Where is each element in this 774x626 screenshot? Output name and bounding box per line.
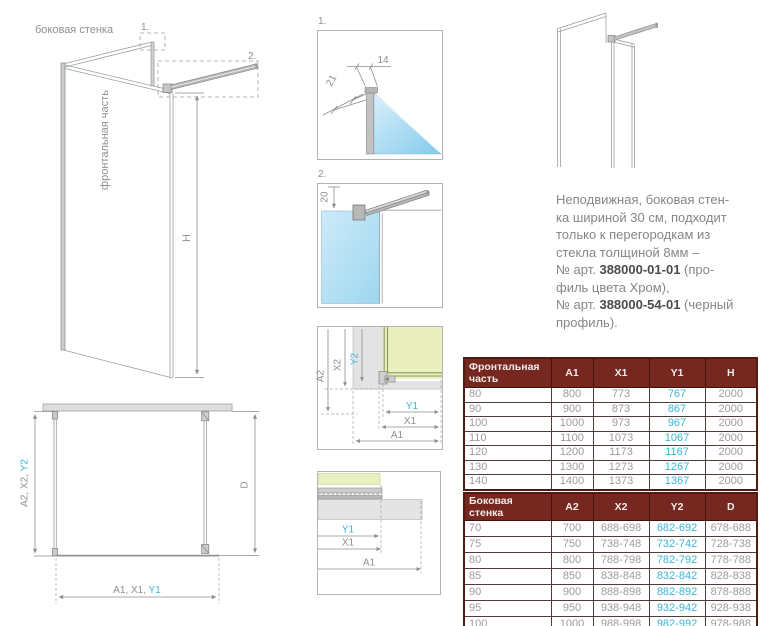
table-cell: 90	[464, 402, 551, 417]
table-cell: 873	[593, 402, 649, 417]
table-header-cell: Боковая стенка	[464, 493, 551, 521]
table-cell: 1067	[649, 431, 705, 446]
table-header-cell: H	[705, 358, 757, 388]
walkin-plan-view	[20, 404, 260, 604]
table-cell: 1100	[551, 431, 593, 446]
detail1-dim-14: 14	[377, 55, 389, 66]
side-wall-3d-drawing	[548, 10, 660, 170]
detail3-dim-a2: A2	[315, 369, 327, 383]
side-wall-3d	[558, 13, 659, 168]
table-row	[464, 431, 757, 446]
table-cell: 110	[464, 431, 551, 446]
table-cell: 1073	[593, 431, 649, 446]
glass-strip	[318, 474, 380, 485]
table-cell: 773	[593, 388, 649, 403]
table-cell: 867	[649, 402, 705, 417]
detail-3-drawing	[317, 326, 443, 450]
table-cell: 832-842	[649, 569, 705, 585]
article-number-chrome: 388000-01-01	[599, 262, 681, 277]
detail4-dim-x1: X1	[341, 537, 355, 549]
wall-block	[318, 500, 422, 520]
table-cell: 1000	[551, 617, 593, 626]
table-cell: 2000	[705, 446, 757, 461]
table-row	[464, 402, 757, 417]
article-number-black: 388000-54-01	[599, 297, 681, 312]
table-cell: 1167	[649, 446, 705, 461]
table-cell: 1200	[551, 446, 593, 461]
table-cell: 2000	[705, 460, 757, 475]
detail1-dim-21: 21	[324, 73, 340, 89]
table-row	[464, 417, 757, 432]
detail3-dim-a1: A1	[390, 430, 404, 441]
table-cell: 1373	[593, 475, 649, 490]
table-row	[464, 537, 757, 553]
description-line: профиль).	[556, 314, 618, 330]
detail-2-label: 2.	[318, 169, 327, 180]
table-row	[464, 601, 757, 617]
table-cell: 2000	[705, 402, 757, 417]
detail3-dim-y2: Y2	[349, 352, 361, 366]
table-row	[464, 521, 757, 537]
table-cell: 1000	[551, 417, 593, 432]
table-header-cell: Y2	[649, 493, 705, 521]
table-cell: 1367	[649, 475, 705, 490]
description-line: филь цвета Хром),	[556, 279, 670, 295]
table-cell: 800	[551, 553, 593, 569]
table-cell: 75	[464, 537, 551, 553]
table-cell: 682-692	[649, 521, 705, 537]
table-cell: 2000	[705, 475, 757, 490]
table-cell: 100	[464, 417, 551, 432]
back-wall-plan	[43, 404, 232, 411]
table-cell: 70	[464, 521, 551, 537]
detail4-dim-y1: Y1	[341, 524, 355, 536]
plan-dim-bottom: A1, X1, Y1	[113, 585, 161, 596]
table-cell: 85	[464, 569, 551, 585]
table-cell: 978-988	[705, 617, 757, 626]
table-cell: 828-838	[705, 569, 757, 585]
table-cell: 950	[551, 601, 593, 617]
table-cell: 900	[551, 585, 593, 601]
table-cell: 688-698	[593, 521, 649, 537]
table-cell: 973	[593, 417, 649, 432]
table-header-cell: X1	[593, 358, 649, 388]
table-cell: 1173	[593, 446, 649, 461]
table-cell: 728-738	[705, 537, 757, 553]
table-row	[464, 446, 757, 461]
table-header-cell: D	[705, 493, 757, 521]
table-cell: 767	[649, 388, 705, 403]
support-bar-small	[614, 24, 656, 41]
glass-panel-section	[322, 211, 380, 304]
frontal-part-table	[463, 357, 758, 491]
detail3-dim-x1: X1	[403, 416, 417, 427]
table-row	[464, 617, 757, 626]
table-cell: 882-892	[649, 585, 705, 601]
table-cell: 800	[551, 388, 593, 403]
table-cell: 967	[649, 417, 705, 432]
front-part-caption: фронтальная часть	[99, 90, 111, 190]
table-cell: 678-688	[705, 521, 757, 537]
description-line: № арт. 388000-01-01 (про-	[556, 262, 715, 277]
description-line: ка шириной 30 см, подходит	[556, 209, 727, 225]
table-cell: 750	[551, 537, 593, 553]
table-cell: 888-898	[593, 585, 649, 601]
table-header-row	[464, 358, 757, 388]
table-cell: 838-848	[593, 569, 649, 585]
table-header-cell: A2	[551, 493, 593, 521]
detail3-dim-y1: Y1	[405, 401, 419, 412]
side-wall-caption: боковая стенка	[35, 24, 114, 36]
table-cell: 1300	[551, 460, 593, 475]
side-wall-table	[463, 492, 758, 626]
table-cell: 1267	[649, 460, 705, 475]
table-cell: 80	[464, 553, 551, 569]
main-diagram	[18, 12, 268, 622]
detail3-dim-x2: X2	[332, 358, 344, 372]
description-line: № арт. 388000-54-01 (черный	[556, 297, 734, 312]
table-cell: 988-998	[593, 617, 649, 626]
table-cell: 120	[464, 446, 551, 461]
detail-1-label: 1.	[318, 16, 327, 27]
table-cell: 732-742	[649, 537, 705, 553]
table-row	[464, 585, 757, 601]
table-header-cell: X2	[593, 493, 649, 521]
table-cell: 1400	[551, 475, 593, 490]
plan-dim-left: A2, X2, Y2	[19, 459, 31, 507]
detail-2-drawing	[317, 183, 443, 308]
description-line: стекла толщиной 8мм –	[556, 244, 700, 260]
table-cell: 850	[551, 569, 593, 585]
detail-4-drawing	[317, 471, 441, 595]
product-description	[556, 191, 754, 331]
table-row	[464, 475, 757, 490]
description-line: только к перегородкам из	[556, 227, 711, 242]
table-header-cell: A1	[551, 358, 593, 388]
callout-1-label: 1.	[141, 22, 150, 33]
wall-profile	[367, 93, 374, 154]
table-cell: 95	[464, 601, 551, 617]
table-cell: 778-788	[705, 553, 757, 569]
table-cell: 2000	[705, 388, 757, 403]
table-cell: 782-792	[649, 553, 705, 569]
table-cell: 788-798	[593, 553, 649, 569]
table-cell: 90	[464, 585, 551, 601]
detail2-dim-20: 20	[319, 191, 331, 203]
table-cell: 130	[464, 460, 551, 475]
height-dim-label: H	[181, 234, 193, 242]
callout-2-label: 2.	[248, 51, 257, 62]
table-row	[464, 553, 757, 569]
table-header-cell: Y1	[649, 358, 705, 388]
table-cell: 1273	[593, 460, 649, 475]
table-header-row	[464, 493, 757, 521]
table-cell: 2000	[705, 417, 757, 432]
table-cell: 932-942	[649, 601, 705, 617]
table-cell: 80	[464, 388, 551, 403]
description-line: Неподвижная, боковая стен-	[556, 192, 730, 207]
table-cell: 100	[464, 617, 551, 626]
table-cell: 928-938	[705, 601, 757, 617]
bar-clamp	[353, 205, 365, 220]
plan-dim-right: D	[239, 481, 251, 489]
table-row	[464, 569, 757, 585]
table-cell: 738-748	[593, 537, 649, 553]
table-row	[464, 388, 757, 403]
table-cell: 700	[551, 521, 593, 537]
table-header-cell: Фронтальная часть	[464, 358, 551, 388]
table-cell: 982-992	[649, 617, 705, 626]
table-cell: 878-888	[705, 585, 757, 601]
table-cell: 938-948	[593, 601, 649, 617]
profile-bar	[318, 488, 382, 493]
table-cell: 900	[551, 402, 593, 417]
detail-1-drawing	[317, 30, 443, 160]
glass-area	[383, 327, 442, 379]
detail4-dim-a1: A1	[362, 557, 376, 569]
table-row	[464, 460, 757, 475]
table-cell: 2000	[705, 431, 757, 446]
table-cell: 140	[464, 475, 551, 490]
walkin-3d-view	[35, 22, 258, 378]
